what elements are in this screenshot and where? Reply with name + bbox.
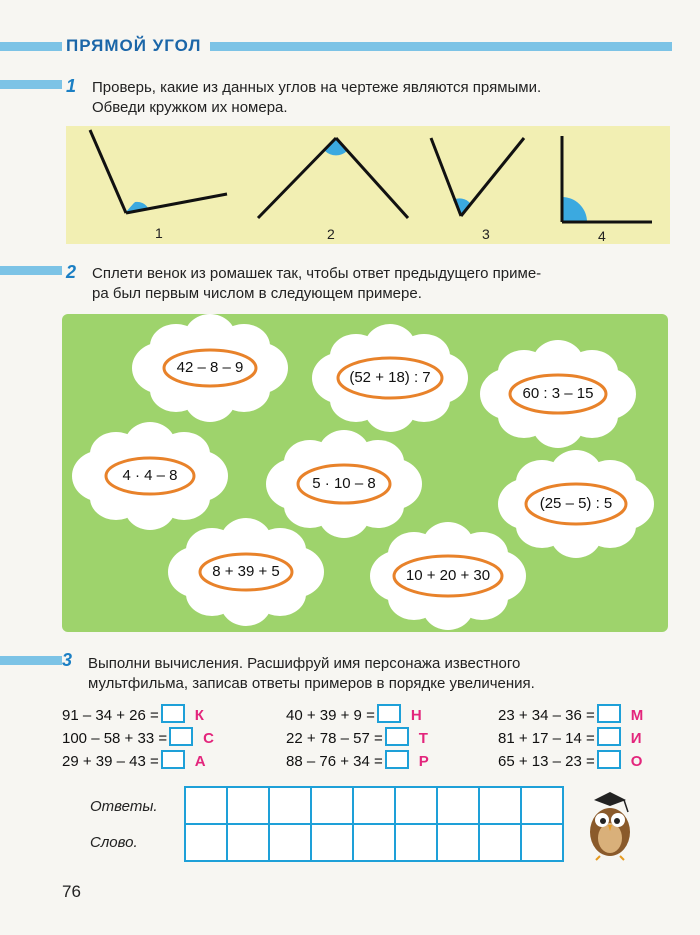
example-row xyxy=(62,750,206,770)
answer-box[interactable] xyxy=(597,750,621,769)
example-expr: 22 + 78 – 57 = xyxy=(286,730,383,747)
answer-box[interactable] xyxy=(597,704,621,723)
example-letter: Т xyxy=(418,730,428,747)
example-letter: С xyxy=(203,730,214,747)
answer-cell[interactable] xyxy=(479,787,521,824)
answer-cell[interactable] xyxy=(437,787,479,824)
answer-box[interactable] xyxy=(161,704,185,723)
angle-label-4: 4 xyxy=(598,228,606,244)
daisy-expr-3: 60 : 3 – 15 xyxy=(522,385,594,402)
example-expr: 81 + 17 – 14 = xyxy=(498,730,595,747)
word-cell[interactable] xyxy=(353,824,395,861)
answer-box[interactable] xyxy=(597,727,621,746)
daisy-expr-7: 8 + 39 + 5 xyxy=(212,563,280,580)
answer-cell[interactable] xyxy=(311,787,353,824)
example-expr: 65 + 13 – 23 = xyxy=(498,753,595,770)
answers-grid xyxy=(184,786,564,862)
answer-cell[interactable] xyxy=(353,787,395,824)
page-number: 76 xyxy=(62,882,81,901)
example-expr: 100 – 58 + 33 = xyxy=(62,730,168,747)
answers-row xyxy=(185,787,563,824)
task2-line2: ра был первым числом в следующем примере. xyxy=(92,285,422,302)
answer-box[interactable] xyxy=(385,750,409,769)
example-row xyxy=(286,704,422,724)
task3-bar xyxy=(0,656,62,665)
answer-box[interactable] xyxy=(169,727,193,746)
word-label: Слово. xyxy=(90,834,138,851)
answer-cell[interactable] xyxy=(269,787,311,824)
example-row xyxy=(286,750,429,770)
answer-box[interactable] xyxy=(377,704,401,723)
task2-number: 2 xyxy=(66,262,77,282)
example-letter: К xyxy=(194,707,204,724)
word-cell[interactable] xyxy=(185,824,227,861)
task3-number: 3 xyxy=(62,650,73,670)
daisy-expr-4: 4 · 4 – 8 xyxy=(122,467,178,484)
word-cell[interactable] xyxy=(311,824,353,861)
example-row xyxy=(498,727,642,747)
daisy-expr-2: (52 + 18) : 7 xyxy=(349,369,431,386)
task3-line1: Выполни вычисления. Расшифруй имя персонажа известного xyxy=(88,655,521,672)
angle-label-1: 1 xyxy=(155,225,163,241)
example-letter: Н xyxy=(410,707,422,724)
word-cell[interactable] xyxy=(521,824,563,861)
example-row xyxy=(498,704,643,724)
example-letter: М xyxy=(630,707,644,724)
example-expr: 29 + 39 – 43 = xyxy=(62,753,159,770)
owl-illustration xyxy=(580,790,640,862)
task3-text xyxy=(88,654,535,694)
word-row xyxy=(185,824,563,861)
example-letter: О xyxy=(630,753,643,770)
task3-line2: мультфильма, записав ответы примеров в порядке увеличения. xyxy=(88,675,535,692)
example-row xyxy=(286,727,428,747)
word-cell[interactable] xyxy=(437,824,479,861)
task1-line2: Обведи кружком их номера. xyxy=(92,99,288,116)
task1-line1: Проверь, какие из данных углов на чертеже являются прямыми. xyxy=(92,79,542,96)
daisy-expr-6: (25 – 5) : 5 xyxy=(539,495,613,512)
answer-cell[interactable] xyxy=(227,787,269,824)
example-expr: 40 + 39 + 9 = xyxy=(286,707,375,724)
example-letter: И xyxy=(630,730,642,747)
daisy-expr-8: 10 + 20 + 30 xyxy=(405,567,491,584)
answer-cell[interactable] xyxy=(185,787,227,824)
example-letter: А xyxy=(194,753,206,770)
answer-box[interactable] xyxy=(161,750,185,769)
example-letter: Р xyxy=(418,753,429,770)
task2-line1: Сплети венок из ромашек так, чтобы ответ предыдущего приме- xyxy=(92,265,542,282)
answer-box[interactable] xyxy=(385,727,409,746)
page-title: ПРЯМОЙ УГОЛ xyxy=(66,36,202,55)
example-expr: 23 + 34 – 36 = xyxy=(498,707,595,724)
word-cell[interactable] xyxy=(269,824,311,861)
daisy-expr-5: 5 · 10 – 8 xyxy=(312,475,376,492)
example-expr: 91 – 34 + 26 = xyxy=(62,707,159,724)
word-cell[interactable] xyxy=(395,824,437,861)
answers-label: Ответы. xyxy=(90,798,158,815)
angle-label-3: 3 xyxy=(482,226,490,242)
daisy-expr-1: 42 – 8 – 9 xyxy=(176,359,244,376)
example-row xyxy=(498,750,642,770)
answer-cell[interactable] xyxy=(521,787,563,824)
example-row xyxy=(62,727,214,747)
example-row xyxy=(62,704,204,724)
angle-label-2: 2 xyxy=(327,226,335,242)
task1-number: 1 xyxy=(66,76,77,96)
word-cell[interactable] xyxy=(479,824,521,861)
word-cell[interactable] xyxy=(227,824,269,861)
example-expr: 88 – 76 + 34 = xyxy=(286,753,383,770)
answer-cell[interactable] xyxy=(395,787,437,824)
